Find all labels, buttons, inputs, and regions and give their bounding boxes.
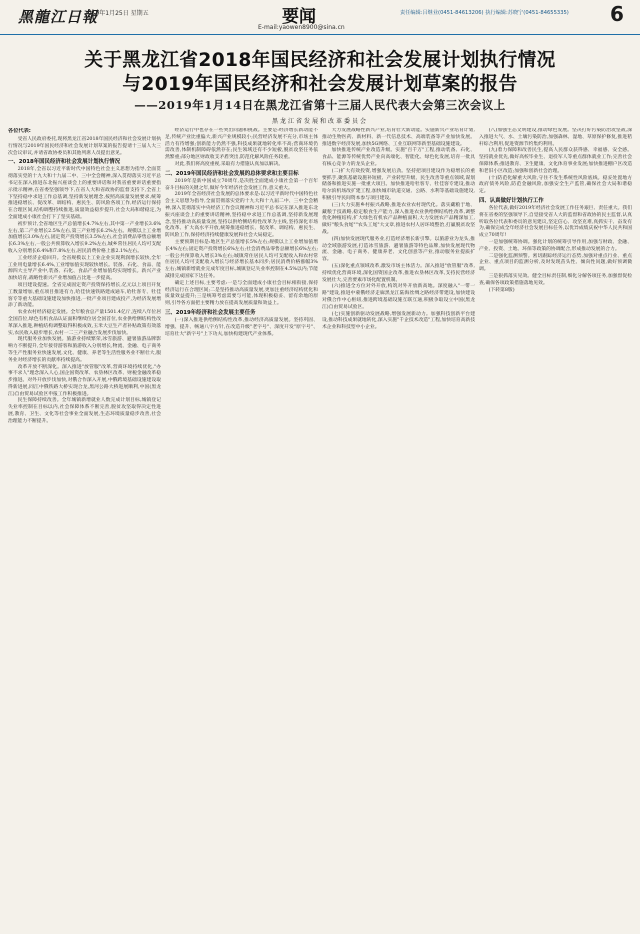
paragraph: 一是加强统筹协调。强化计划的统筹引导作用,加强与财政、金融、产业、投资、土地、环保等政策的协调配合,形成推动发展的合力。 xyxy=(479,239,632,252)
paragraph: (下转第8版) xyxy=(488,287,515,293)
paragraph: 现代服务业加快发展。旅游业持续繁荣,冰雪旅游、避暑旅游品牌影响力不断提升,全年接待游客和旅游收入分别增长,物流、金融、电子商务等生产性服务业快速发展,文化、健康、养老等生活性服务业不断壮大,服务业对经济增长的贡献率持续提高。 xyxy=(8,337,161,363)
paragraph: 确定上述目标,主要考虑:一是与全面建成小康社会目标相衔接,保持经济运行在合理区间;二是坚持推动高质量发展,更加注重经济结构优化和质量效益提升;三是统筹考虑需要与可能,体现积极稳妥、留有余地的原则,引导各方面把主要精力放在提高发展质量和效益上。 xyxy=(165,280,318,307)
article-column-2 xyxy=(165,128,318,928)
paragraph: (七)实施创新驱动发展战略,增强发展新动力。加强科技创新平台建设,推动科技成果就地转化,深入实施"千企技术改造"工程,加快培育高新技术企业和科技型中小企业。 xyxy=(322,311,475,331)
paragraph: 主要预期目标是:地区生产总值增长5%左右;规模以上工业增加值增长4%左右;固定资产投资增长6%左右;社会消费品零售总额增长6%左右;一般公共预算收入增长3%左右;城镇常住居民人均可支配收入和农村常住居民人均可支配收入增长与经济增长基本同步;居民消费价格涨幅3%左右;城镇新增就业完成年度目标,城镇登记失业率控制在4.5%以内;节能减排完成国家下达任务。 xyxy=(165,239,318,279)
headline-line-1: 关于黑龙江省2018年国民经济和社会发展计划执行情况 xyxy=(84,50,556,71)
paragraph: 改革开放不断深化。深入推进"放管服"改革,营商环境持续优化,"办事不求人"理念深入人心,国企国资改革、农垦林区改革、财税金融改革稳步推进。对外开放步伐加快,对俄合作深入开展,中俄跨境基础设施建设取得新进展,同江中俄铁路大桥实现合龙,黑河公路大桥进展顺利,中国(黑龙江)自由贸易试验区申报工作积极推进。 xyxy=(8,364,161,397)
article-body xyxy=(8,128,632,928)
paragraph: (三)大力实施乡村振兴战略,推进农业农村现代化。落实藏粮于地、藏粮于技战略,稳定粮食生产能力,深入推进农业供给侧结构性改革,调整优化种植结构,扩大绿色有机农产品种植面积,大力发展农产品精深加工,做好"粮头食尾""农头工尾"大文章,推进农村人居环境整治,打赢脱贫攻坚战。 xyxy=(322,202,475,235)
paragraph: 农业农村经济稳定发展。全年粮食总产量1501.4亿斤,连续八年位居全国首位,绿色有机食品认证面积继续位居全国首位,农业供给侧结构性改革深入推进,种植结构调整取得积极成效,玉米大豆生产者补贴政策有效落实,农民收入稳步增长,农村一二三产业融合发展步伐加快。 xyxy=(8,310,161,336)
masthead xyxy=(0,0,640,35)
byline: 黑龙江省发展和改革委员会 xyxy=(271,118,368,125)
issue-date: 2019年1月25日 星期五 xyxy=(84,10,149,17)
paragraph: 工业经济企稳回升。全省规模以上工业企业实现利润增长较快,全年工业用电量增长6.4%,工业增加值实现较快增长。装备、石化、食品、能源四大主导产业中,装备、石化、食品产业增加值均实现增长。新兴产业加快培育,战略性新兴产业增加值占比进一步提高。 xyxy=(8,255,161,282)
paragraph: 三是狠抓落实见效。健全目标责任制,细化分解各项任务,加强督促检查,确保各项政策措施落地见效。 xyxy=(479,273,632,286)
paragraph: (九)着力保障和改善民生,提高人民群众获得感、幸福感、安全感。坚持就业优先,做好高校毕业生、退役军人等重点群体就业工作;完善社会保障体系;推进教育、卫生健康、文化体育事业发展;加快推进棚户区改造和老旧小区改造;加强和创新社会治理。 xyxy=(479,148,632,174)
paragraph: (十)防范化解重大风险,守住不发生系统性风险底线。稳妥处置地方政府债务风险,防范金融风险,加强安全生产监管,确保社会大局和谐稳定。 xyxy=(479,175,632,195)
headline-line-2: 与2019年国民经济和社会发展计划草案的报告 xyxy=(122,74,518,95)
paragraph: 2019年是新中国成立70周年,是决胜全面建成小康社会第一个百年奋斗目标的关键之年,做好今年经济社会发展工作,意义重大。 xyxy=(165,178,318,191)
paragraph: 各位代表,做好2019年经济社会发展工作任务艰巨、责任重大。我们将在省委的坚强领导下,自觉接受省人大的监督和省政协的民主监督,认真听取各位代表和委员的意见建议,坚定信心、攻坚克难,真抓实干、奋发有为,确保完成全年经济社会发展目标任务,以优异成绩庆祝中华人民共和国成立70周年! xyxy=(479,205,632,239)
section-heading: 四、认真做好计划执行工作 xyxy=(479,197,544,204)
paragraph: (五)深化重点领域改革,激发市场主体活力。深入推进"放管服"改革,持续优化营商环境,深化国资国企改革,推进农垦林区改革,支持民营经济发展壮大,完善要素市场化配置机制。 xyxy=(322,263,475,283)
paragraph: 民生保障持续改善。全年城镇新增就业人数完成计划目标,城镇登记失业率控制在目标以内,社会保障体系不断完善,脱贫攻坚取得决定性进展,教育、卫生、文化等社会事业全面发展,生态环境质量稳步改善,社会治理能力不断提升。 xyxy=(8,398,161,424)
report-subtitle: ——2019年1月14日在黑龙江省第十三届人民代表大会第三次会议上 xyxy=(134,98,506,112)
paragraph: 2018年,全省以习近平新时代中国特色社会主义思想为指导,全面贯彻落实党的十九大和十九届二中、三中全会精神,深入贯彻落实习近平总书记在深入推进东北振兴座谈会上的重要讲话和对我省重要讲话重要指示批示精神,在省委坚强领导下,在省人大和省政协的监督支持下,全省上下坚持稳中求进工作总基调,坚持新发展理念,按照高质量发展要求,统筹推进稳增长、促改革、调结构、惠民生、防风险各项工作,经济运行保持在合理区间,结构调整持续推进,质量效益稳步提升,社会大局和谐稳定,为全面建成小康社会打下了坚实基础。 xyxy=(8,167,161,220)
paragraph: (四)加快发展现代服务业,打造经济增长新引擎。以旅游业为龙头,推动全域旅游发展,打造冰雪旅游、避暑旅游等特色品牌,加快发展现代物流、金融、电子商务、健康养老、文化创意等产业,推动服务业提质扩容。 xyxy=(322,236,475,263)
editor-credits: 责任编辑:吕继业(0451-84613206) 执行编辑:苏晓宁(0451-84655335) xyxy=(400,10,569,16)
article-column-3 xyxy=(322,128,475,928)
section-heading: 一、2018年国民经济和社会发展计划执行情况 xyxy=(8,159,121,166)
paragraph: 加快推进传统产业改造升级。实施"百千万"工程,推动装备、石化、食品、能源等传统优势产业向高端化、智能化、绿色化发展,培育一批具有核心竞争力的龙头企业。 xyxy=(322,148,475,167)
paragraph: 受省人民政府委托,现将黑龙江省2018年国民经济和社会发展计划执行情况与2019年国民经济和社会发展计划草案的报告提请十三届人大三次会议审议,并请省政协委员和其他列席人员提出意见。 xyxy=(8,137,161,156)
paragraph: (二)扩大有效投资,增强发展后劲。坚持把项目建设作为稳增长的重要抓手,聚焦基础设施补短板、产业转型升级、民生改善等重点领域,谋划储备和推进实施一批重大项目。加快推进哈牡客专、牡佳客专建设,推动哈尔滨机场改扩建工程,加快城市轨道交通、公路、水利等基础设施建设,积极引导民间资本参与项目建设。 xyxy=(322,168,475,201)
section-heading: 二、2019年国民经济和社会发展的总体要求和主要目标 xyxy=(165,170,299,177)
section-heading: 三、2019年经济和社会发展主要任务 xyxy=(165,309,256,316)
paragraph: 大力发展战略性新兴产业,培育壮大新动能。实施新兴产业培育计划,推动生物医药、新材料、新一代信息技术、高端装备等产业加快发展。推进数字经济发展,加快5G网络、工业互联网等新型基础设施建设。 xyxy=(322,128,475,147)
paragraph: (八)加强生态文明建设,推动绿色发展。坚决打好污染防治攻坚战,深入推进大气、水、土壤污染防治,加强森林、湿地、草原保护修复,推进秸秆综合利用,促进资源节约集约利用。 xyxy=(479,128,632,147)
contact-email: E-mail:yaowen8900@sina.cn xyxy=(258,24,345,31)
paragraph: (六)推进全方位对外开放,构筑对外开放新高地。深度融入"一带一路"建设,推进中蒙俄经济走廊黑龙江陆海丝绸之路经济带建设,加快建设对俄合作中心枢纽,推进跨境基础设施互联互通,积极争取设立中国(黑龙江)自由贸易试验区。 xyxy=(322,284,475,310)
page-number: 6 xyxy=(610,2,624,26)
article-column-4 xyxy=(479,128,632,928)
article-column-1 xyxy=(8,128,161,928)
paragraph: 初步预计,全省地区生产总值增长4.7%左右,其中第一产业增长3.6%左右,第二产业增长2.5%左右,第三产业增长6.2%左右。规模以上工业增加值增长3.0%左右,固定资产投资增长3.5%左右,社会消费品零售总额增长6.3%左右,一般公共预算收入增长9.2%左右,城乡常住居民人均可支配收入分别增长6.4%和7.8%左右,居民消费价格上涨2.1%左右。 xyxy=(8,221,161,254)
paragraph: 经济运行中也存在一些突出问题和挑战。主要是:经济增长新动能不足,传统产业比重偏大,新兴产业规模较小;民营经济发展不充分,市场主体活力有待增强;创新能力仍然不强,科技成果就地转化率不高;营商环境仍需改善,体制机制障碍依然存在;民生领域还有不少短板,脱贫攻坚任务依然繁重;部分地区财政收支矛盾突出,防范化解风险任务较重。 xyxy=(165,128,318,161)
paragraph: 二是强化监测预警。密切跟踪经济运行态势,加强对重点行业、重点企业、重点项目的监测分析,及时发现苗头性、倾向性问题,做好预调微调。 xyxy=(479,253,632,273)
paragraph: 2019年全省经济社会发展的总体要求是:以习近平新时代中国特色社会主义思想为指导,全面贯彻落实党的十九大和十九届二中、三中全会精神,深入贯彻落实中央经济工作会议精神和习近平总书记在深入推进东北振兴座谈会上的重要讲话精神,坚持稳中求进工作总基调,坚持新发展理念,坚持推动高质量发展,坚持以供给侧结构性改革为主线,坚持深化市场化改革、扩大高水平开放,统筹推进稳增长、促改革、调结构、惠民生、防风险工作,保持经济持续健康发展和社会大局稳定。 xyxy=(165,192,318,239)
salutation: 各位代表: xyxy=(8,128,31,134)
paragraph: 项目建设提速。全省完成固定资产投资保持增长,亿元以上项目开复工数量增加,重点项目推进有力,哈佳快速铁路建成通车,哈牡客专、牡佳客专等重大基础设施建设加快推进,一批产业项目建成投产,为经济发展增添了新动能。 xyxy=(8,282,161,309)
paragraph: 对此,我们将高度重视,采取有力措施认真加以解决。 xyxy=(174,161,284,167)
newspaper-logo: 黑龍江日報 xyxy=(18,8,99,26)
paragraph: (一)深入推进供给侧结构性改革,推动经济高质量发展。坚持巩固、增强、提升、畅通八字方针,在改造升级"老字号"、深度开发"原字号"、培育壮大"新字号"上下功夫,加快构建现代产业体系。 xyxy=(165,317,318,337)
section-title: 要闻 xyxy=(282,7,316,27)
